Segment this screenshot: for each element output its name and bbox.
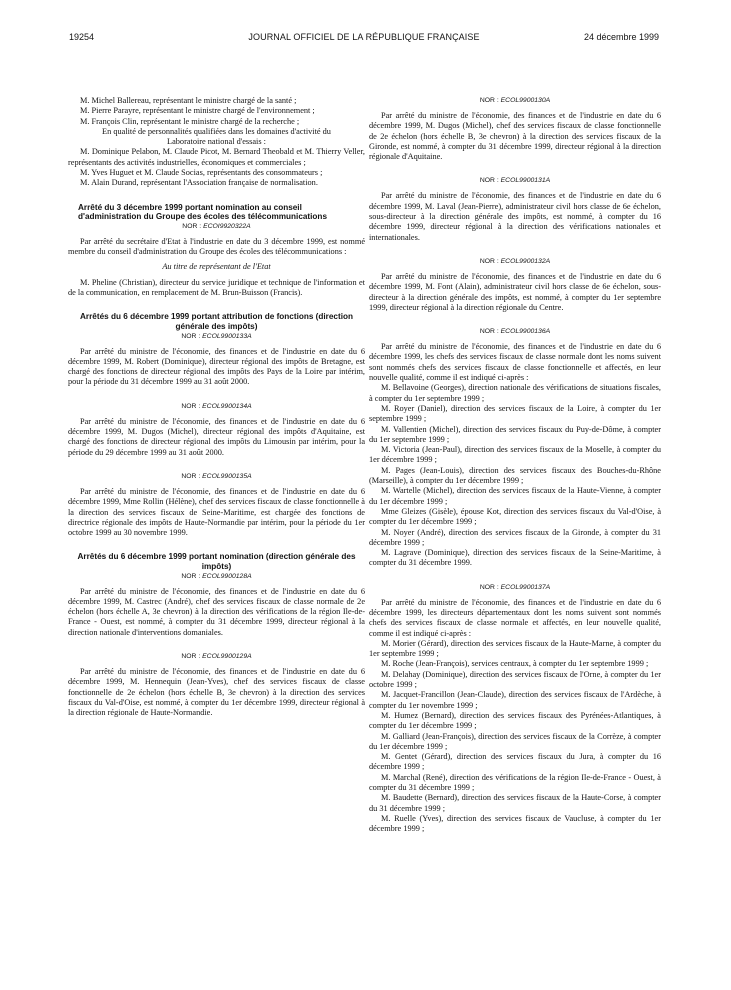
- list-item: M. Baudette (Bernard), direction des services fiscaux de la Haute-Corse, à compter du 31 décembre 1999 ;: [369, 793, 661, 813]
- list-item: M. Ruelle (Yves), direction des services fiscaux de Vaucluse, à compter du 1er décembre 1999 ;: [369, 813, 661, 834]
- member-entry: M. Dominique Pelabon, M. Claude Picot, M. Bernard Theobald et M. Thierry Veller, représentants des activités industrielles, économiques et commerciales ;: [68, 147, 365, 167]
- list-item: M. Gentet (Gérard), direction des services fiscaux du Jura, à compter du 16 décembre 1999 ;: [369, 752, 661, 772]
- nor-reference: NOR : ECOL9900137A: [479, 583, 551, 591]
- member-entry: M. Michel Ballereau, représentant le ministre chargé de la santé ;: [80, 96, 297, 105]
- decree-text: Par arrêté du ministre de l'économie, des finances et de l'industrie en date du 6 décembre 1999, M. Robert (Dominique), directeur régional des impôts de Bretagne, est chargé des fonctions de directeur régional des impôts des Pays de la Loire par intérim, pour la période du 31 décembre 1999 au 31 août 2000.: [68, 346, 365, 387]
- nor-reference: NOR : ECOL9900134A: [181, 402, 252, 410]
- nor-reference: NOR : ECOL9900130A: [479, 97, 551, 104]
- list-item: M. Morier (Gérard), direction des services fiscaux de la Haute-Marne, à compter du 1er septembre 1999 ;: [369, 638, 661, 659]
- member-entry: M. Yves Huguet et M. Claude Socias, représentants des consommateurs ;: [80, 168, 323, 178]
- list-item: M. Jacquet-Francillon (Jean-Claude), direction des services fiscaux de l'Ardèche, à compter du 1er novembre 1999 ;: [369, 690, 661, 710]
- qualified-intro: En qualité de personnalités qualifiées dans les domaines d'activité du Laboratoire national d'essais :: [102, 126, 331, 147]
- list-item: M. Humez (Bernard), direction des services fiscaux des Pyrénées-Atlantiques, à compter du 1er décembre 1999 ;: [369, 710, 661, 731]
- list-item: M. Galliard (Jean-François), direction des services fiscaux de la Corrèze, à compter du 1er décembre 1999 ;: [369, 731, 661, 751]
- nor-reference: NOR : ECOL9900133A: [181, 332, 252, 340]
- list-item: M. Noyer (André), direction des services fiscaux de la Gironde, à compter du 31 décembre 1999 ;: [369, 527, 661, 547]
- list-item: M. Pages (Jean-Louis), direction des services fiscaux des Bouches-du-Rhône (Marseille), à compter du 1er décembre 1999 ;: [369, 465, 661, 486]
- journal-title: JOURNAL OFFICIEL DE LA RÉPUBLIQUE FRANÇAISE: [248, 32, 480, 42]
- page-header: [69, 30, 659, 44]
- decree-text: Par arrêté du ministre de l'économie, des finances et de l'industrie en date du 6 décembre 1999, M. Font (Alain), administrateur civil hors classe de 6e échelon, sous-directeur à la direction générale des impôts, est nommé, à compter du 1er septembre 1999, directeur régional à la direction régionale du Centre.: [369, 271, 661, 312]
- subsection-title: Au titre de représentant de l'Etat: [162, 262, 271, 272]
- member-entry: M. Pierre Parayre, représentant le ministre chargé de l'environnement ;: [80, 106, 315, 116]
- list-item: M. Delahay (Dominique), direction des services fiscaux de l'Orne, à compter du 1er octobre 1999 ;: [369, 669, 661, 690]
- list-item: M. Roche (Jean-François), services centraux, à compter du 1er septembre 1999 ;: [381, 659, 649, 669]
- nor-reference: NOR : ECOL9900129A: [181, 653, 252, 661]
- left-column: [68, 96, 365, 719]
- right-column: [369, 96, 661, 835]
- list-item: M. Royer (Daniel), direction des services fiscaux de la Loire, à compter du 1er septembre 1999 ;: [369, 403, 661, 424]
- decree-text: Par arrêté du ministre de l'économie, des finances et de l'industrie en date du 6 décembre 1999, M. Laval (Jean-Pierre), administrateur civil hors classe de 6e échelon, sous-directeur à la direction générale des impôts, est nommé, à compter du 16 décembre 1999, directeur régional à la direction des vérifications nationales et internationales.: [369, 191, 661, 242]
- list-item: M. Vallentien (Michel), direction des services fiscaux du Puy-de-Dôme, à compter du 1er septembre 1999 ;: [369, 424, 661, 444]
- list-item: M. Lagrave (Dominique), direction des services fiscaux de la Seine-Maritime, à compter du 31 décembre 1999.: [369, 548, 661, 568]
- list-item: M. Marchal (René), direction des vérifications de la région Ile-de-France - Ouest, à compter du 31 décembre 1999 ;: [369, 772, 661, 793]
- page-number: 19254: [69, 32, 95, 42]
- list-item: M. Bellavoine (Georges), direction nationale des vérifications de situations fiscales, à compter du 1er septembre 1999 ;: [369, 383, 661, 403]
- nor-reference: NOR : ECOL9900132A: [479, 257, 551, 265]
- list-item: M. Victoria (Jean-Paul), direction des services fiscaux de la Moselle, à compter du 1er décembre 1999 ;: [369, 445, 661, 465]
- decree-text: Par arrêté du ministre de l'économie, des finances et de l'industrie en date du 6 décembre 1999, les chefs des services fiscaux de classe normale dont les noms suivent sont nommés chefs des services fiscaux de classe fonctionnelle et affectés, en leur nouvelle qualité, comme il est indiqué ci-après :: [369, 342, 661, 383]
- member-entry: M. François Clin, représentant le ministre chargé de la recherche ;: [80, 116, 300, 126]
- section-heading: Arrêté du 3 décembre 1999 portant nomination au conseil d'administration du Groupe des écoles des télécommunications: [78, 202, 327, 222]
- section-heading: Arrêtés du 6 décembre 1999 portant attribution de fonctions (direction générale des impôts): [80, 312, 353, 331]
- decree-text: Par arrêté du ministre de l'économie, des finances et de l'industrie en date du 6 décembre 1999, les directeurs départementaux dont les noms suivent sont nommés chefs des services fiscaux de classe normale et affectés, en leur nouvelle qualité, comme il est indiqué ci-après :: [369, 597, 661, 638]
- member-entry: M. Alain Durand, représentant l'Association française de normalisation.: [80, 178, 318, 188]
- decree-text: Par arrêté du secrétaire d'Etat à l'industrie en date du 3 décembre 1999, est nommé membre du conseil d'administration du Groupe des écoles des télécommunications :: [68, 236, 365, 257]
- decree-text: Par arrêté du ministre de l'économie, des finances et de l'industrie en date du 6 décembre 1999, M. Hennequin (Jean-Yves), chef des services fiscaux de classe fonctionnelle de 2e échelon (hors échelle B, 3e chevron) à la direction des services fiscaux du Val-d'Oise, est nommé, à compter du 1er décembre 1999, directeur régional à la direction régionale de Haute-Normandie.: [68, 667, 365, 718]
- list-item: M. Wartelle (Michel), direction des services fiscaux de la Haute-Vienne, à compter du 1er décembre 1999 ;: [369, 486, 661, 506]
- section-heading: Arrêtés du 6 décembre 1999 portant nomination (direction générale des impôts): [77, 552, 356, 571]
- nor-reference: NOR : ECOL9900136A: [479, 328, 551, 336]
- issue-date: 24 décembre 1999: [583, 32, 659, 42]
- nor-reference: NOR : ECOI9920322A: [182, 222, 251, 230]
- decree-text: Par arrêté du ministre de l'économie, des finances et de l'industrie en date du 6 décembre 1999, M. Castrec (André), chef des services fiscaux de classe normale de 2e échelon (hors échelle A, 3e chevron) à la direction des vérifications de la région Ile-de-France - Ouest, est nommé, à compter du 31 décembre 1999, directeur régional à la direction nationale d'interventions domaniales.: [68, 586, 365, 637]
- decree-text: Par arrêté du ministre de l'économie, des finances et de l'industrie en date du 6 décembre 1999, M. Dugos (Michel), directeur régional des impôts d'Aquitaine, est chargé des fonctions de directeur régional des impôts du Limousin par intérim, pour la période du 29 décembre 1999 au 31 août 2000.: [68, 416, 365, 457]
- nor-reference: NOR : ECOL9900131A: [479, 177, 551, 185]
- decree-text: Par arrêté du ministre de l'économie, des finances et de l'industrie en date du 6 décembre 1999, M. Dugos (Michel), chef des services fiscaux de classe fonctionnelle de 2e échelon (hors échelle B, 3e chevron) à la direction des services fiscaux de la Gironde, est nommé, à compter du 31 décembre 1999, directeur régional à la direction régionale d'Aquitaine.: [369, 111, 661, 162]
- nor-reference: NOR : ECOL9900135A: [181, 472, 252, 480]
- nor-reference: NOR : ECOL9900128A: [181, 572, 252, 580]
- decree-text: Par arrêté du ministre de l'économie, des finances et de l'industrie en date du 6 décembre 1999, Mme Rollin (Hélène), chef des services fiscaux de classe fonctionnelle à la direction des services fiscaux de Seine-Maritime, est chargée des fonctions de directrice régionale des impôts de Haute-Normandie par intérim, pour la période du 1er octobre 1999 au 30 novembre 1999.: [68, 486, 365, 538]
- list-item: Mme Gleizes (Gisèle), épouse Kot, direction des services fiscaux du Val-d'Oise, à compter du 1er décembre 1999 ;: [369, 506, 661, 527]
- member-entry: M. Pheline (Christian), directeur du service juridique et technique de l'information et de la communication, en remplacement de M. Brun-Buisson (Francis).: [68, 277, 365, 298]
